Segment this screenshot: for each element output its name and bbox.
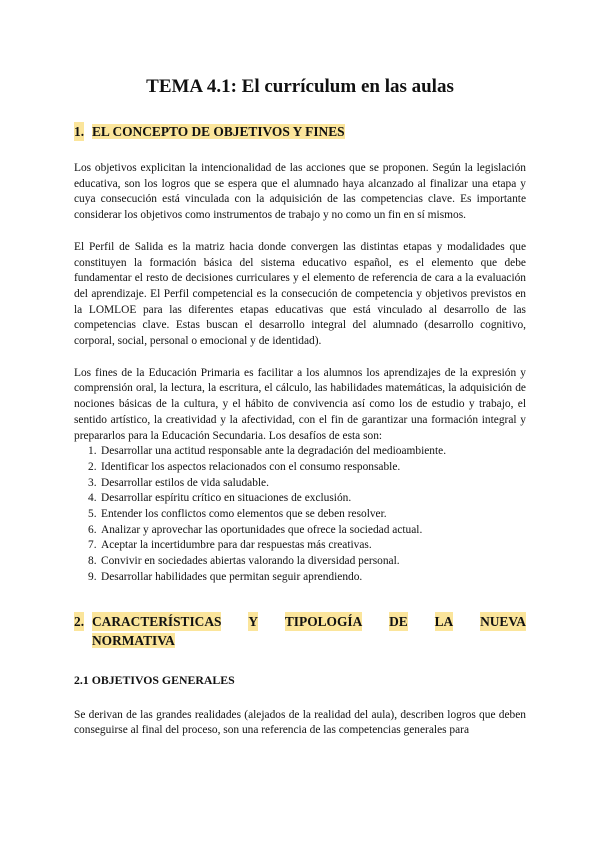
section-2-title-line-1: CARACTERÍSTICAS Y TIPOLOGÍA DE LA NUEVA [92,613,526,629]
subsection-2-1-heading: 2.1 OBJETIVOS GENERALES [74,672,235,687]
section-1-paragraph-1: Los objetivos explicitan la intencionalidad de las acciones que se proponen. Según la legislación educativa, son los logros que se espera que el alumnado haya alcanzado al finalizar una etapa y cuya consecución está vinculada con la adquisición de las competencias clave. Es importante considerar los objetivos como instrumentos de trabajo y no como un fin en sí mismos. [74,162,526,222]
section-2-title-line-2: NORMATIVA [92,632,175,648]
section-1-paragraph-2: El Perfil de Salida es la matriz hacia donde convergen las distintas etapas y modalidades que constituyen la formación básica del sistema educativo español, es el elemento que debe fundamentar el resto de decisiones curriculares y el elemento de referencia de cara a la evaluación del aprendizaje. El Perfil competencial es la consecución de competencia y objetivos previstos en la LOMLOE para las diferentes etapas educativas que está vinculado al desarrollo de las competencias clave. Estas buscan el desarrollo integral del alumnado (desarrollo cognitivo, corporal, social, personal o emocional y de identidad). [74,240,526,348]
section-2-heading [74,612,526,650]
list-item: 4. Desarrollar espíritu crítico en situaciones de exclusión. [88,492,352,505]
list-item: 6. Analizar y aprovechar las oportunidades que ofrece la sociedad actual. [88,523,423,536]
list-item: 8. Convivir en sociedades abiertas valorando la diversidad personal. [88,555,400,568]
section-2-number: 2. [74,613,85,629]
section-1-title: EL CONCEPTO DE OBJETIVOS Y FINES [92,124,345,139]
section-1-heading [74,122,526,141]
list-item: 1. Desarrollar una actitud responsable ante la degradación del medioambiente. [88,445,447,458]
page-title: TEMA 4.1: El currículum en las aulas [146,76,454,97]
list-item: 2. Identificar los aspectos relacionados con el consumo responsable. [88,460,401,473]
list-item: 3. Desarrollar estilos de vida saludable. [88,476,269,489]
list-item: 7. Aceptar la incertidumbre para dar respuestas más creativas. [88,539,372,552]
list-item: 5. Entender los conflictos como elementos que se deben resolver. [88,508,387,521]
section-1-number: 1. [74,124,85,139]
subsection-2-1-paragraph: Se derivan de las grandes realidades (alejados de la realidad del aula), describen logros que deben conseguirse al final del proceso, son una referencia de las competencias generales para [74,708,526,737]
list-item: 9. Desarrollar habilidades que permitan seguir aprendiendo. [88,570,363,583]
challenges-list [74,444,526,585]
section-1-paragraph-3: Los fines de la Educación Primaria es facilitar a los alumnos los aprendizajes de la expresión y comprensión oral, la lectura, la escritura, el cálculo, las habilidades matemáticas, la adquisición de nociones básicas de la cultura, y el hábito de convivencia así como los de estudio y trabajo, el sentido artístico, la creatividad y la afectividad, con el fin de garantizar una formación integral y prepararlos para la Educación Secundaria. Los desafíos de esta son: [74,366,526,442]
